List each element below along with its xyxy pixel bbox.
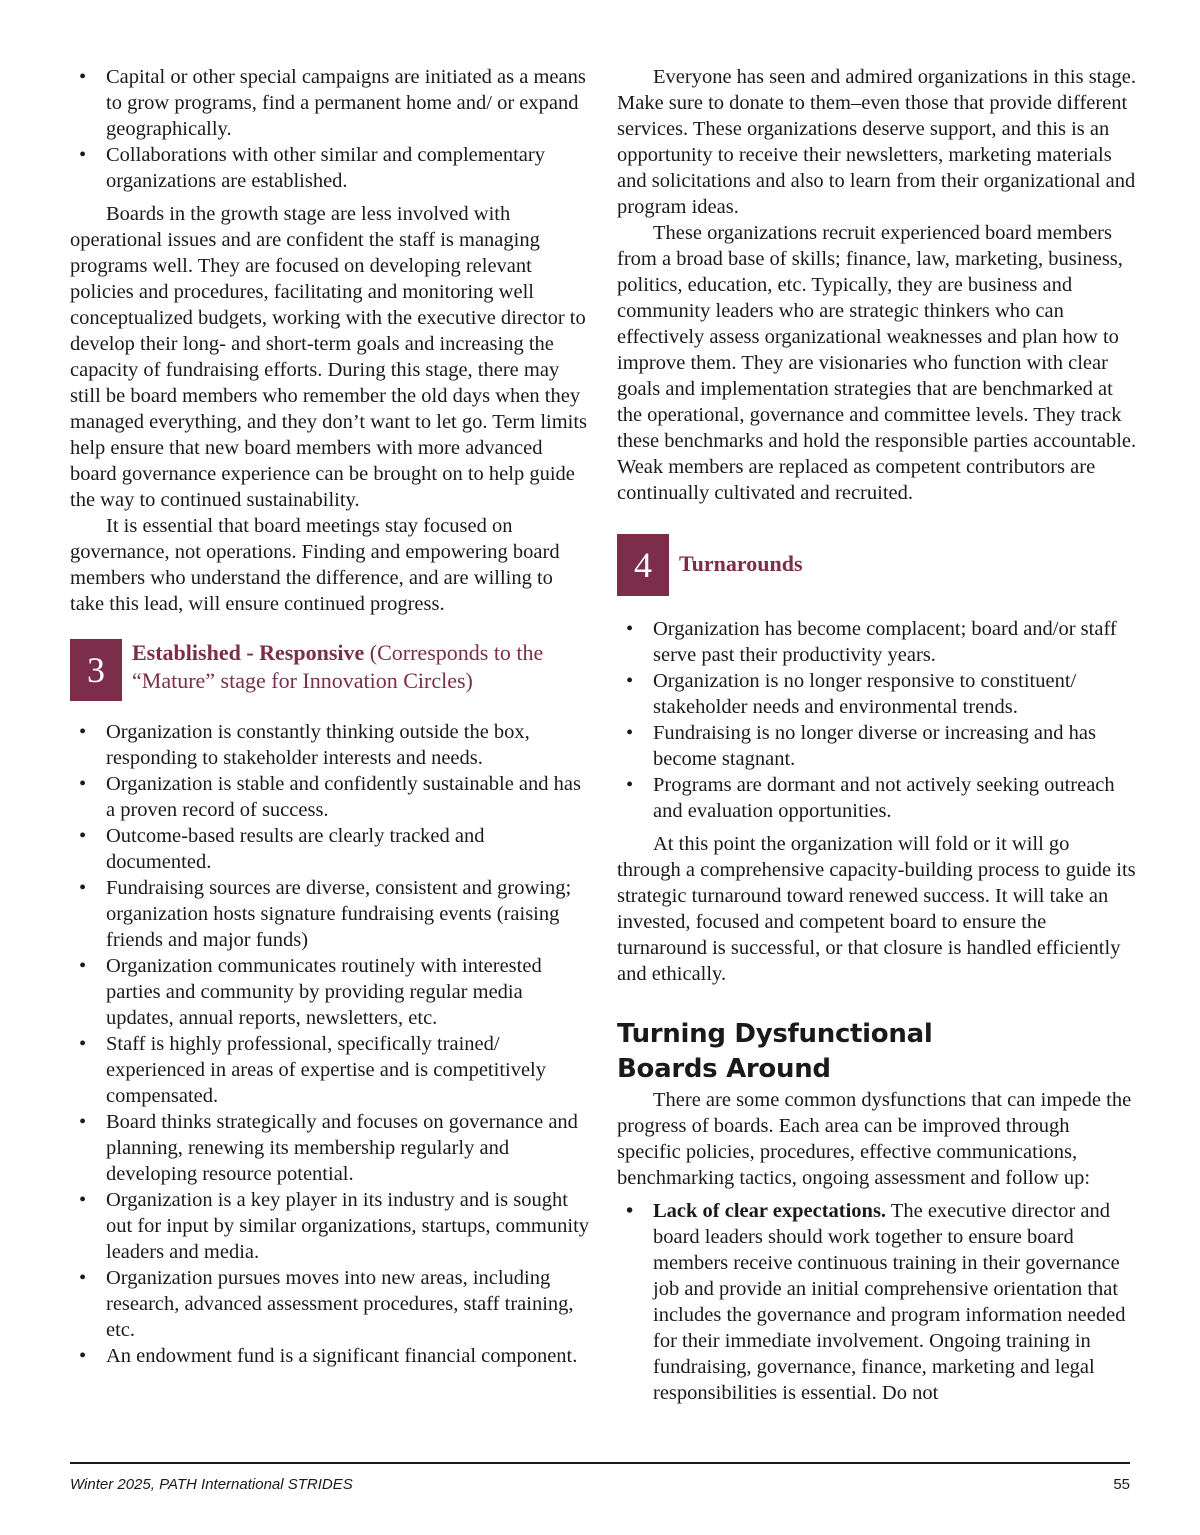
dysfunction-text: The executive director and board leaders should work together to ensure board members receive continuous training in their governance job and provide an initial comprehensive orientation that includes the governance and program information needed for their immediate involvement. Ongoing training in fundraising, governance, finance, marketing and legal responsibilities is essential. Do not	[653, 1200, 1126, 1404]
stage-3-header	[70, 639, 590, 701]
section-heading	[617, 1017, 1137, 1087]
section-heading-line-2: Boards Around	[617, 1054, 831, 1084]
paragraph-experienced-boards: These organizations recruit experienced board members from a broad base of skills; finance, law, marketing, business, politics, education, etc. Typically, they are business and community leaders who are strategic thinkers who can effectively assess organizational weaknesses and plan how to improve them. They are visionaries who function with clear goals and implementation strategies that are benchmarked at the operational, governance and committee levels. They track these benchmarks and hold the responsible parties accountable. Weak members are replaced as competent contributors are continually cultivated and recruited.	[617, 222, 1137, 504]
stage-3-title	[132, 639, 590, 695]
list-item: • Organization pursues moves into new areas, including research, advanced assessment procedures, staff training, etc.	[70, 1265, 590, 1343]
dysfunction-title: Lack of clear expectations.	[653, 1200, 887, 1222]
list-item: • Organization is stable and confidently sustainable and has a proven record of success.	[70, 771, 590, 823]
stage-4-bullet-list	[617, 616, 1137, 824]
list-item: • Board thinks strategically and focuses on governance and planning, renewing its membership regularly and developing resource potential.	[70, 1109, 590, 1187]
list-item: • Programs are dormant and not actively seeking outreach and evaluation opportunities.	[617, 772, 1137, 824]
list-item: • Organization is constantly thinking outside the box, responding to stakeholder interests and needs.	[70, 719, 590, 771]
list-item: • Capital or other special campaigns are initiated as a means to grow programs, find a permanent home and/ or expand geographically.	[70, 64, 590, 142]
left-column	[70, 64, 590, 1369]
paragraph-turnaround: At this point the organization will fold or it will go through a comprehensive capacity-building process to guide its strategic turnaround toward renewed success. It will take an invested, focused and competent board to ensure the turnaround is successful, or that closure is handled efficiently and ethically.	[617, 833, 1136, 985]
right-column	[617, 64, 1137, 1406]
stage-4-header	[617, 534, 1137, 596]
stage-4-title	[679, 550, 803, 578]
list-item: • An endowment fund is a significant financial component.	[70, 1343, 590, 1369]
stage-4-number: 4	[617, 534, 669, 596]
stage-3-title-rest: (Corresponds to the “Mature” stage for Innovation Circles)	[132, 640, 544, 693]
paragraph-board-meetings: It is essential that board meetings stay focused on governance, not operations. Finding and empowering board members who understand the difference, and are willing to take this lead, will ensure continued progress.	[70, 515, 560, 615]
list-item: • Fundraising is no longer diverse or increasing and has become stagnant.	[617, 720, 1137, 772]
section-heading-line-1: Turning Dysfunctional	[617, 1019, 933, 1049]
stage-3-title-bold: Established - Responsive	[132, 640, 365, 665]
footer-page-number: 55	[1113, 1476, 1130, 1493]
list-item: • Organization has become complacent; board and/or staff serve past their productivity years.	[617, 616, 1137, 668]
intro-bullet-list	[70, 64, 590, 194]
footer-divider	[70, 1462, 1130, 1464]
list-item: • Organization is no longer responsive to constituent/ stakeholder needs and environmental trends.	[617, 668, 1137, 720]
footer-publication: Winter 2025, PATH International STRIDES	[70, 1476, 353, 1493]
list-item	[617, 1198, 1137, 1406]
stage-4-title-bold: Turnarounds	[679, 551, 803, 576]
list-item: • Organization is a key player in its industry and is sought out for input by similar organizations, startups, community leaders and media.	[70, 1187, 590, 1265]
list-item: • Staff is highly professional, specifically trained/ experienced in areas of expertise and is competitively compensated.	[70, 1031, 590, 1109]
stage-3-number: 3	[70, 639, 122, 701]
stage-3-bullet-list	[70, 719, 590, 1369]
list-item: • Collaborations with other similar and complementary organizations are established.	[70, 142, 590, 194]
list-item: • Organization communicates routinely with interested parties and community by providing regular media updates, annual reports, newsletters, etc.	[70, 953, 590, 1031]
paragraph-growth-boards: Boards in the growth stage are less involved with operational issues and are confident the staff is managing programs well. They are focused on developing relevant policies and procedures, facilitating and monitoring well conceptualized budgets, working with the executive director to develop their long- and short-term goals and increasing the capacity of fundraising efforts. During this stage, there may still be board members who remember the old days when they managed everything, and they don’t want to let go. Term limits help ensure that new board members with more advanced board governance experience can be brought on to help guide the way to continued sustainability.	[70, 203, 588, 511]
list-item: • Outcome-based results are clearly tracked and documented.	[70, 823, 590, 875]
dysfunction-list	[617, 1198, 1137, 1406]
paragraph-admired-organizations: Everyone has seen and admired organizations in this stage. Make sure to donate to them–even those that provide different services. These organizations deserve support, and this is an opportunity to receive their newsletters, marketing materials and solicitations and also to learn from their organizational and program ideas.	[617, 66, 1136, 218]
paragraph-dysfunctions-intro: There are some common dysfunctions that can impede the progress of boards. Each area can be improved through specific policies, procedures, effective communications, benchmarking tactics, ongoing assessment and follow up:	[617, 1089, 1132, 1189]
list-item: • Fundraising sources are diverse, consistent and growing; organization hosts signature fundraising events (raising friends and major funds)	[70, 875, 590, 953]
